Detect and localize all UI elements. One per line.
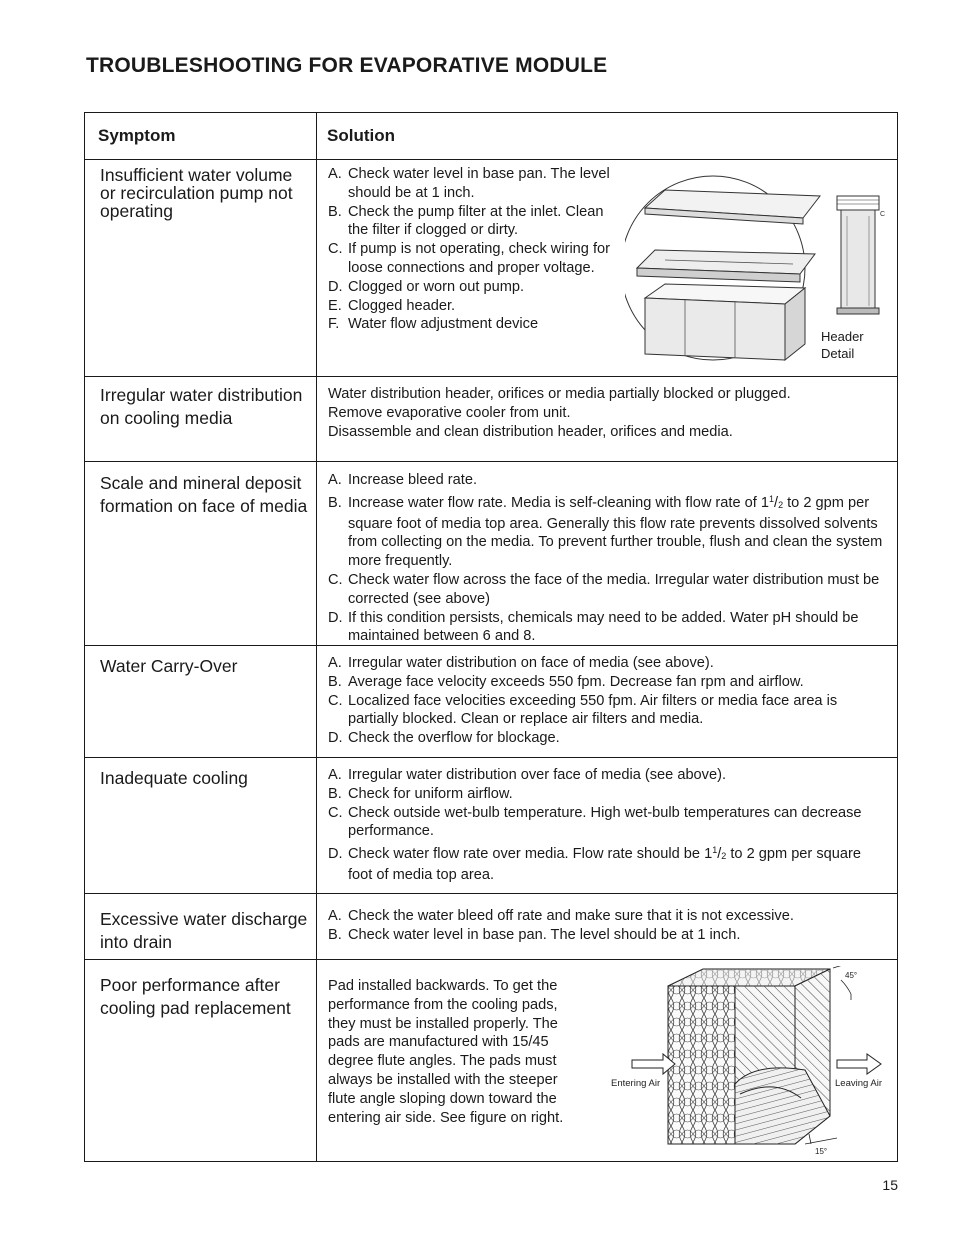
solution-item: E. Clogged header. [328, 297, 456, 314]
table-header-row [85, 113, 897, 160]
header-detail-label-1: Header [821, 329, 864, 344]
page-number: 15 [882, 1177, 898, 1193]
solution-header: Solution [327, 126, 395, 145]
solution-item: A. Irregular water distribution on face of media (see above). [328, 655, 714, 671]
symptom-text: Poor performance after cooling pad replacement [100, 975, 291, 1018]
solution-item: A. Increase bleed rate. [328, 472, 477, 488]
symptom-text: Irregular water distribution on cooling media [100, 385, 303, 428]
solution-item: B. Check for uniform airflow. [328, 785, 513, 802]
leaving-air-label: Leaving Air [835, 1078, 883, 1089]
solution-item: B. Check the pump filter at the inlet. Clean the filter if clogged or dirty. [328, 203, 604, 239]
page-title: TROUBLESHOOTING FOR EVAPORATIVE MODULE [86, 54, 608, 77]
solution-item: D. Clogged or worn out pump. [328, 278, 525, 295]
header-detail-label-2: Detail [821, 346, 855, 361]
symptom-text: Water Carry-Over [100, 656, 238, 676]
solution-item: B. Average face velocity exceeds 550 fpm. Decrease fan rpm and airflow. [328, 673, 804, 690]
symptom-text: Insufficient water volume or recirculation pump not operating [100, 165, 293, 221]
solution-list [328, 766, 883, 885]
symptom-text: Inadequate cooling [100, 768, 248, 788]
solution-text: Pad installed backwards. To get the performance from the cooling pads, they must be installed properly. The pads are manufactured with 15/45 degree flute angles. The pads must always be installed with the steeper flute angle sloping down toward the entering air side. See figure on right. [328, 978, 564, 1126]
table-row [85, 894, 897, 960]
solution-list [328, 471, 888, 646]
solution-text: Water distribution header, orifices or media partially blocked or plugged. Remove evaporative cooler from unit. Disassemble and clean distribution header, orifices and media. [328, 386, 791, 440]
header-detail-figure [625, 168, 897, 368]
angle-45-label: 45° [845, 971, 858, 980]
table-row [85, 462, 897, 646]
leaving-air-arrow-icon [837, 1054, 881, 1074]
solution-item: A. Check the water bleed off rate and make sure that it is not excessive. [328, 908, 794, 924]
symptom-text: Excessive water discharge into drain [100, 909, 308, 952]
solution-item: D. If this condition persists, chemicals may need to be added. Water pH should be maintained between 6 and 8. [328, 609, 859, 645]
table-row [85, 160, 897, 377]
symptom-text: Scale and mineral deposit formation on face of media [100, 473, 308, 516]
solution-item: D. Check water flow rate over media. Flow rate should be $1^1/_2$ to 2 gpm per square foot of media top area. [328, 845, 861, 883]
solution-list [328, 907, 888, 945]
solution-item: A. Irregular water distribution over face of media (see above). [328, 767, 726, 783]
solution-list [328, 654, 888, 748]
solution-item: D. Check the overflow for blockage. [328, 730, 560, 747]
solution-item: B. Check water level in base pan. The level should be at 1 inch. [328, 926, 741, 943]
table-row [85, 377, 897, 462]
solution-item: B. Increase water flow rate. Media is self-cleaning with flow rate of $1^1/_2$ to 2 gpm per square foot of media top area. Generally this flow rate prevents dissolved solvents from collecting on the media. To prevent further trouble, flush and clean the system more frequently. [328, 493, 883, 570]
entering-air-label: Entering Air [611, 1078, 661, 1089]
solution-item: C. Localized face velocities exceeding 550 fpm. Air filters or media face area is partially blocked. Clean or replace air filters and media. [328, 692, 838, 728]
table-row [85, 758, 897, 894]
solution-item: C. Check outside wet-bulb temperature. High wet-bulb temperatures can decrease performance. [328, 804, 862, 840]
table-row [85, 646, 897, 758]
solution-item: C. If pump is not operating, check wiring for loose connections and proper voltage. [328, 241, 611, 276]
solution-list [328, 165, 618, 334]
troubleshooting-table [84, 112, 898, 1162]
table-row [85, 960, 897, 1161]
cooling-pad-figure [605, 966, 895, 1156]
symptom-header: Symptom [98, 126, 176, 145]
solution-item: A. Check water level in base pan. The level should be at 1 inch. [328, 166, 610, 201]
figure-small-c-label: C [880, 211, 886, 218]
solution-item: C. Check water flow across the face of the media. Irregular water distribution must be corrected (see above) [328, 571, 880, 607]
solution-item: F. Water flow adjustment device [328, 316, 539, 333]
angle-15-label: 15° [815, 1147, 828, 1156]
